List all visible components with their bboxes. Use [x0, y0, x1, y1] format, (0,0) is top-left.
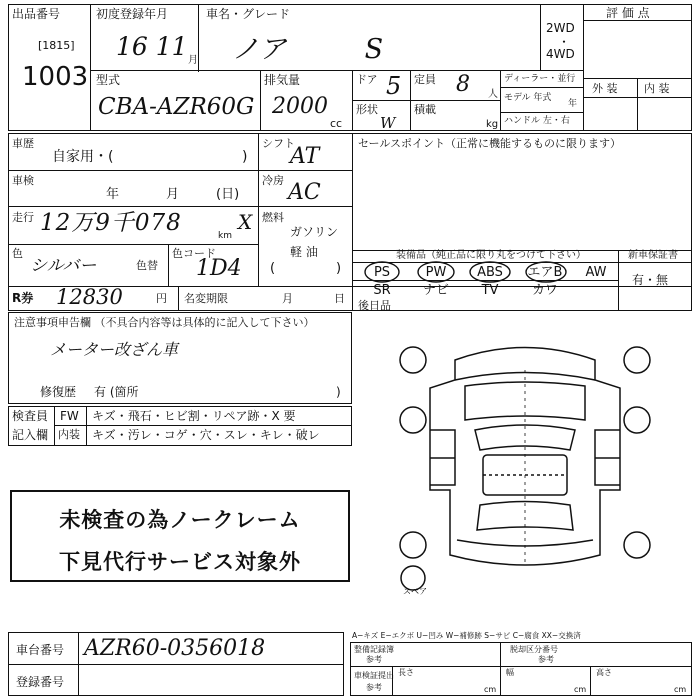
- divider: [8, 244, 258, 245]
- equipment-circles: [352, 258, 582, 288]
- load-unit: kg: [486, 119, 499, 130]
- service-record-sub: 参考: [366, 655, 382, 664]
- interior-items: キズ・汚レ・コゲ・穴・スレ・キレ・破レ: [92, 428, 320, 442]
- equipment-leather: カワ: [531, 283, 558, 298]
- fuel-paren-open: (: [270, 261, 276, 276]
- divider: [618, 250, 619, 311]
- fuel-label: 燃料: [262, 211, 284, 224]
- warranty-value: 有・無: [632, 273, 669, 287]
- equipment-ps: PS: [373, 265, 391, 280]
- inspector-label-1: 検査員: [12, 409, 49, 423]
- equipment-airbag: エアB: [527, 265, 563, 280]
- repair-value: 有 (箇所: [94, 385, 139, 399]
- rating-label: 評 価 点: [606, 6, 650, 20]
- mileage-value: 12万9千078: [40, 210, 182, 236]
- divider: [500, 112, 583, 113]
- length-label: 長さ: [398, 668, 414, 677]
- shift-value: AT: [290, 144, 320, 169]
- equipment-abs: ABS: [477, 265, 503, 280]
- capacity-value: 8: [456, 72, 470, 97]
- class-number-label: 脱却区分番号: [510, 645, 558, 654]
- wheel-fr-icon: [624, 347, 650, 373]
- recycle-value: 12830: [56, 285, 123, 309]
- cert-sub: 参考: [366, 683, 382, 692]
- equipment-sr: SR: [373, 283, 391, 298]
- circle-pw: [418, 262, 454, 282]
- inspector-label-2: 記入欄: [12, 428, 49, 442]
- equipment-label: 装備品（純正品に限り丸をつけて下さい）: [396, 250, 586, 261]
- height-label: 高さ: [596, 668, 612, 677]
- first-reg-value: 16 11: [116, 32, 188, 61]
- post-label: 後日品: [358, 299, 391, 312]
- name-change-day: 日: [334, 292, 345, 305]
- width-label: 幅: [506, 668, 514, 677]
- color-value: シルバー: [30, 256, 97, 276]
- circle-airbag: [526, 262, 566, 282]
- divider: [583, 97, 692, 98]
- mileage-label: 走行: [12, 211, 34, 224]
- mileage-mark: X: [238, 210, 253, 234]
- fw-label: FW: [60, 409, 79, 423]
- wheel-rl-icon: [400, 532, 426, 558]
- drive-2wd: 2WD: [546, 21, 575, 35]
- lot-label: 出品番号: [12, 7, 61, 21]
- service-record-label: 整備記録簿: [354, 645, 394, 654]
- divider: [583, 20, 692, 21]
- repair-close: ): [336, 385, 341, 399]
- model-value: CBA-AZR60G: [98, 94, 255, 120]
- shape-value: W: [380, 114, 396, 132]
- divider: [590, 666, 591, 696]
- no-claim-banner: [10, 490, 350, 582]
- interior-items-label: 内装: [58, 428, 80, 441]
- first-reg-label: 初度登録年月: [96, 7, 169, 21]
- divider: [260, 70, 261, 131]
- fuel-paren-close: ): [336, 261, 342, 276]
- fuel-diesel: 軽 油: [290, 245, 318, 259]
- model-year-label: モデル 年式: [504, 93, 552, 103]
- divider: [637, 78, 638, 131]
- divider: [540, 4, 541, 70]
- dealer-label: ディーラー・並行: [504, 74, 576, 84]
- notes-value: メーター改ざん車: [50, 340, 179, 359]
- load-label: 積載: [414, 103, 436, 116]
- displacement-label: 排気量: [264, 73, 301, 87]
- class-number-sub: 参考: [538, 655, 554, 664]
- displacement-unit: cc: [330, 117, 343, 130]
- name-change-label: 名変期限: [184, 292, 228, 305]
- inspection-day: (日): [216, 187, 240, 202]
- equipment-navi: ナビ: [422, 283, 449, 298]
- divider: [54, 425, 352, 426]
- banner-line-1: 未検査の為ノークレーム: [59, 508, 301, 532]
- divider: [8, 206, 352, 207]
- chassis-label: 車台番号: [16, 643, 65, 657]
- divider: [500, 70, 501, 131]
- divider: [178, 286, 179, 311]
- chassis-value: AZR60-0356018: [84, 636, 266, 661]
- color-change-label: 色替: [136, 259, 158, 272]
- reg-label: 登録番号: [16, 675, 65, 689]
- name-change-month: 月: [282, 292, 293, 305]
- fw-items: キズ・飛石・ヒビ割・リペア跡・X 要: [92, 409, 296, 423]
- color-code-value: 1D4: [196, 256, 242, 281]
- drive-dot: ・: [558, 35, 571, 49]
- color-label: 色: [12, 247, 23, 260]
- car-name-label: 車名・グレード: [206, 7, 291, 21]
- history-label: 車歴: [12, 137, 34, 150]
- shape-label: 形状: [356, 103, 378, 116]
- divider: [90, 70, 583, 71]
- circle-abs: [470, 262, 510, 282]
- divider: [54, 406, 55, 446]
- car-name-value: ノア S: [232, 34, 384, 65]
- inspection-year: 年: [106, 187, 120, 202]
- warranty-label: 新車保証書: [628, 250, 678, 261]
- mirror-r-icon: [624, 407, 650, 433]
- mirror-l-icon: [400, 407, 426, 433]
- repair-label: 修復歴: [40, 385, 77, 399]
- history-close: ): [242, 149, 248, 165]
- drive-4wd: 4WD: [546, 47, 575, 61]
- inspection-month: 月: [166, 187, 180, 202]
- divider: [583, 78, 692, 79]
- divider: [86, 406, 87, 446]
- lot-code: [1815]: [38, 39, 75, 52]
- history-value: 自家用・(: [52, 149, 114, 165]
- shift-label: シフト: [262, 137, 295, 150]
- circle-ps: [365, 262, 399, 282]
- damage-legend: A−キズ E−エクボ U−凹み W−補修跡 S−サビ C−腐食 XX−交換済: [352, 631, 581, 640]
- equipment-tv: TV: [481, 283, 499, 298]
- divider: [168, 244, 169, 286]
- inspection-label: 車検: [12, 174, 34, 187]
- year-unit: 年: [568, 99, 578, 109]
- ac-label: 冷房: [262, 174, 284, 187]
- divider: [352, 100, 500, 101]
- equipment-pw: PW: [425, 265, 447, 280]
- divider: [258, 133, 259, 286]
- door-label: ドア: [356, 73, 378, 86]
- interior-label: 内 装: [644, 82, 670, 95]
- car-damage-diagram: [395, 340, 655, 595]
- capacity-label: 定員: [414, 73, 436, 86]
- wheel-fl-icon: [400, 347, 426, 373]
- spare-label: スペア: [403, 587, 427, 595]
- first-reg-unit: 月: [188, 55, 198, 66]
- divider: [8, 664, 344, 665]
- divider: [8, 170, 352, 171]
- divider: [350, 666, 692, 667]
- recycle-label: R券: [12, 291, 34, 305]
- ac-value: AC: [288, 180, 321, 205]
- divider: [500, 87, 583, 88]
- fuel-gas: ガソリン: [290, 225, 339, 239]
- color-code-label: 色コード: [172, 247, 216, 260]
- door-value: 5: [386, 72, 402, 100]
- cert-label: 車検証提出: [354, 671, 394, 680]
- sales-label: セールスポイント（正常に機能するものに限ります）: [358, 137, 622, 150]
- divider: [500, 642, 501, 666]
- equipment-aw: AW: [585, 265, 607, 280]
- capacity-unit: 人: [488, 89, 498, 100]
- recycle-unit: 円: [156, 292, 167, 305]
- model-label: 型式: [96, 73, 121, 87]
- divider: [90, 4, 91, 131]
- length-unit: cm: [484, 685, 497, 694]
- height-unit: cm: [674, 685, 687, 694]
- divider: [500, 666, 501, 696]
- wheel-rr-icon: [624, 532, 650, 558]
- divider: [583, 4, 584, 131]
- displacement-value: 2000: [272, 94, 328, 119]
- mileage-unit: km: [218, 231, 232, 241]
- exterior-label: 外 装: [592, 82, 618, 95]
- lot-number: 1003: [22, 62, 89, 92]
- notes-label: 注意事項申告欄 （不具合内容等は具体的に記入して下さい）: [14, 316, 315, 329]
- divider: [198, 4, 199, 72]
- banner-line-2: 下見代行サービス対象外: [59, 550, 301, 574]
- width-unit: cm: [574, 685, 587, 694]
- handle-label: ハンドル 左・右: [504, 116, 570, 126]
